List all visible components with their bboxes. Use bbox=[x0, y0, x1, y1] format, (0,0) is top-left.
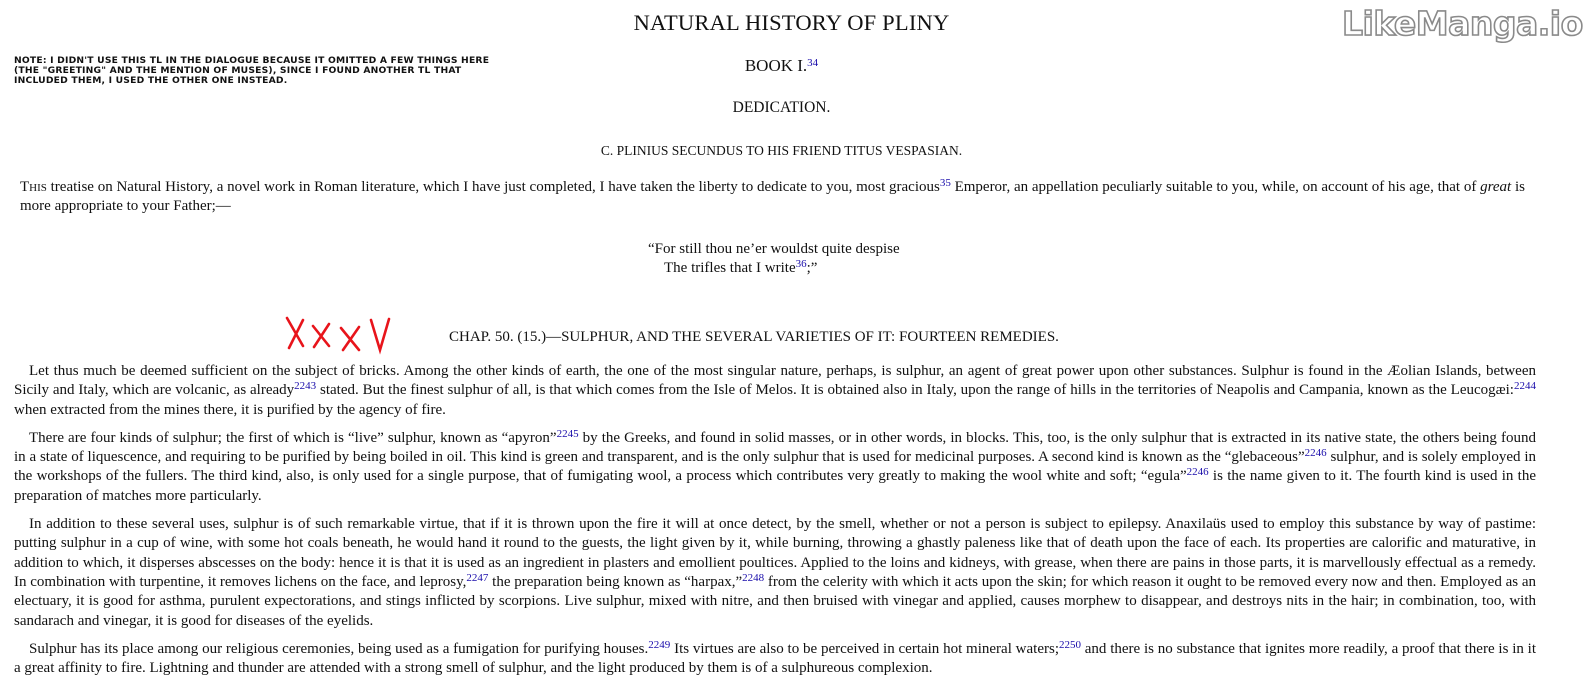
footnote-ref[interactable]: 2247 bbox=[466, 571, 489, 584]
footnote-ref[interactable]: 2250 bbox=[1058, 638, 1081, 651]
footnote-ref[interactable]: 36 bbox=[795, 258, 807, 270]
poem-line: The trifles that I write$^{36}$;” bbox=[664, 258, 818, 276]
paragraph: In addition to these several uses, sulphur is of such remarkable virtue, that if it is thrown upon the fire it will at once detect, by the smell, whether or not a person is subject to epilepsy. Anaxilaüs used to employ this substance by way of pastime: putting sulphur in a cup of wine, with some hot coals beneath, he would hand it round to the guests, the light given by it, while burning, throwing a ghastly paleness like that of death upon the face of each. Its properties are calorific and maturative, in addition to which, it disperses abscesses on the body: hence it is that it is used as an ingredient in plasters and emollient poultices. Applied to the loins and kidneys, with grease, when there are pains in those parts, it is marvellously effectual as a remedy. In combination with turpentine, it removes lichens on the face, and leprosy,$^{2247}$ the preparation being known as “harpax,”$^{2248}$ from the celerity with which it acts upon the skin; for which reason it ought to be removed every now and then. Employed as an electuary, it is good for asthma, purulent expectorations, and stings inflicted by scorpions. Live sulphur, mixed with nitre, and then bruised with vinegar and applied, causes morphew to disappear, and destroys nits in the hair; in combination, too, with sandarach and vinegar, it is good for diseases of the eyelids. bbox=[14, 516, 1537, 629]
book-heading bbox=[0, 56, 1563, 76]
paragraph: Sulphur has its place among our religious ceremonies, being used as a fumigation for purifying houses.$^{2249}$ Its virtues are also to be perceived in certain hot mineral waters;$^{2250}$ and there is no substance that ignites more readily, a proof that there is in it a great affinity to fire. Lightning and thunder are attended with a strong smell of sulphur, and the light produced by them is of a sulphureous complexion. bbox=[14, 638, 1536, 677]
lead-word: This bbox=[20, 179, 47, 195]
footnote-ref[interactable]: 2246 bbox=[1304, 447, 1327, 460]
book-label: BOOK I. bbox=[744, 56, 808, 75]
chapter-body bbox=[14, 362, 1536, 687]
footnote-ref[interactable]: 2249 bbox=[648, 638, 671, 651]
paragraph: There are four kinds of sulphur; the first of which is “live” sulphur, known as “apyron”$^{2245}$ by the Greeks, and found in solid masses, or in other words, in blocks. This, too, is the only sulphur that is extracted in its native state, the others being found in a state of liquescence, and requiring to be purified by being boiled in oil. This kind is green and transparent, and is the only sulphur that is used for medicinal purposes. A second kind is known as the “glebaceous”$^{2246}$ sulphur, and is solely employed in the workshops of the fullers. The third kind, also, is only used for a single purpose, that of fumigating wool, a process which contributes very greatly to making the wool white and soft; “egula”$^{2246}$ is the name given to it. The fourth kind is used in the preparation of matches more particularly. bbox=[14, 427, 1536, 504]
page-title: NATURAL HISTORY OF PLINY bbox=[633, 10, 950, 35]
footnote-ref[interactable]: 2248 bbox=[742, 571, 765, 584]
svg-text:LikeManga.io: LikeManga.io bbox=[1342, 4, 1583, 43]
handwritten-xxxv-annotation bbox=[283, 314, 395, 354]
footnote-ref[interactable]: 2243 bbox=[294, 380, 317, 393]
footnote-ref[interactable]: 2246 bbox=[1186, 466, 1209, 479]
poem-quote bbox=[648, 240, 1048, 278]
dedication-heading: DEDICATION. bbox=[732, 99, 831, 116]
footnote-ref[interactable]: 2245 bbox=[556, 427, 579, 440]
paragraph: Let thus much be deemed sufficient on the subject of bricks. Among the other kinds of earth, the one of the most singular nature, perhaps, is sulphur, an agent of great power upon other substances. Sulphur is found in the Æolian Islands, between Sicily and Italy, which are volcanic, as already$^{2243}$ stated. But the finest sulphur of all, is that which comes from the Isle of Melos. It is obtained also in Italy, upon the range of hills in the territories of Neapolis and Campania, known as the Leucogæi:$^{2244}$ when extracted from the mines there, it is purified by the agency of fire. bbox=[14, 363, 1536, 418]
emphasis: great bbox=[1480, 179, 1512, 195]
salutation: C. PLINIUS SECUNDUS TO HIS FRIEND TITUS VESPASIAN. bbox=[600, 143, 963, 158]
footnote-ref[interactable]: 35 bbox=[939, 177, 951, 189]
translator-note: NOTE: I DIDN'T USE THIS TL IN THE DIALOGUE BECAUSE IT OMITTED A FEW THINGS HERE (THE "GREETING" AND THE MENTION OF MUSES), SINCE I FOUND ANOTHER TL THAT INCLUDED THEM, I USED THE OTHER ONE INSTEAD. bbox=[14, 55, 490, 87]
chapter-heading: CHAP. 50. (15.)—SULPHUR, AND THE SEVERAL VARIETIES OF IT: FOURTEEN REMEDIES. bbox=[449, 329, 1059, 345]
footnote-ref[interactable]: 2244 bbox=[1513, 380, 1536, 393]
poem-line: “For still thou ne’er wouldst quite despise bbox=[648, 241, 900, 257]
dedication-paragraph: This treatise on Natural History, a novel work in Roman literature, which I have just completed, I have taken the liberty to dedicate to you, most gracious$^{35}$ Emperor, an appellation peculiarly suitable to you, while, on account of his age, that of great is more appropriate to your Father;— bbox=[20, 177, 1525, 214]
footnote-ref[interactable]: 34 bbox=[807, 57, 819, 69]
